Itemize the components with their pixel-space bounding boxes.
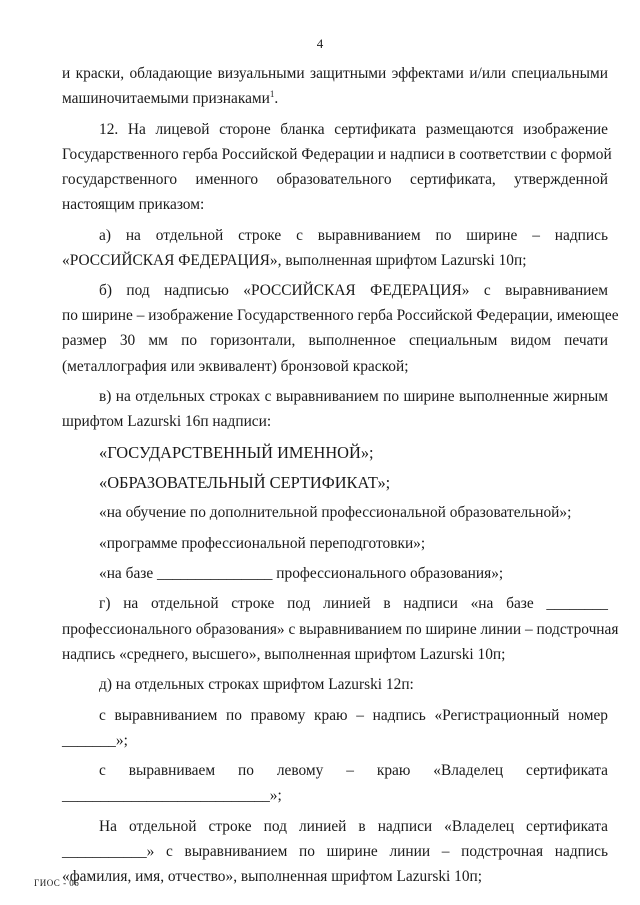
text-line-content: а) на отдельной строке с выравниванием по ширине – надпись: [99, 226, 608, 244]
text-line: [62, 303, 619, 328]
text-line: [62, 864, 608, 889]
text-line: [62, 783, 608, 808]
text-line: [62, 248, 608, 273]
text-line: [62, 617, 619, 642]
text-line: [62, 86, 608, 111]
text-line-content: настоящим приказом:: [62, 196, 205, 214]
text-line: [62, 561, 608, 586]
text-line: [62, 409, 608, 434]
text-line-content: шрифтом Lazurski 16п надписи:: [62, 413, 272, 431]
text-line-content: (металлография или эквивалент) бронзовой краской;: [62, 357, 409, 375]
text-line-content: «фамилия, имя, отчество», выполненная шрифтом Lazurski 10п;: [62, 868, 483, 886]
text-line-content: ___________________________»;: [62, 787, 282, 805]
text-line: [62, 703, 608, 728]
text-line: [62, 117, 608, 142]
text-line-content: «на обучение по дополнительной профессиональной образовательной»;: [99, 504, 572, 522]
text-line-content: д) на отдельных строках шрифтом Lazurski 12п:: [99, 676, 414, 694]
text-line-content: государственного именного образовательного сертификата, утвержденной: [62, 170, 608, 188]
text-line: [62, 500, 608, 525]
text-line: [62, 167, 608, 192]
text-line-content: в) на отдельных строках с выравниванием по ширине выполненные жирным: [99, 388, 608, 405]
text-line-content: и краски, обладающие визуальными защитными эффектами и/или специальными: [62, 65, 608, 82]
text-line: [62, 440, 608, 465]
text-line-content: с выравниванием по правому краю – надпись «Регистрационный номер: [99, 706, 608, 724]
text-line: [62, 192, 608, 217]
text-line-content: «РОССИЙСКАЯ ФЕДЕРАЦИЯ», выполненная шрифтом Lazurski 10п;: [62, 251, 527, 269]
text-line-content: «ГОСУДАРСТВЕННЫЙ ИМЕННОЙ»;: [99, 442, 374, 462]
text-line: [62, 278, 608, 303]
text-line-suffix: .: [274, 90, 279, 108]
text-line: [62, 728, 608, 753]
document-body: [62, 61, 619, 889]
text-line-content: ___________» с выравниванием по ширине линии – подстрочная надпись: [62, 842, 608, 860]
text-line: [62, 642, 608, 667]
text-line-content: размер 30 мм по горизонтали, выполненное специальным видом печати: [62, 332, 608, 350]
text-line: [62, 354, 608, 379]
text-line-content: «ОБРАЗОВАТЕЛЬНЫЙ СЕРТИФИКАТ»;: [99, 472, 391, 492]
text-line-content: «на базе _______________ профессионального образования»;: [99, 565, 504, 583]
text-line-content: профессионального образования» с выравниванием по ширине линии – подстрочная: [62, 620, 619, 638]
text-line: [62, 470, 608, 495]
text-line: [62, 672, 608, 697]
text-line-content: Государственного герба Российской Федерации и надписи в соответствии с формой: [62, 145, 612, 163]
text-line-content: с выравниваем по левому – краю «Владелец сертификата: [99, 762, 608, 780]
footer-form-code: ГИОС - 06: [34, 878, 80, 888]
text-line: [62, 591, 608, 616]
text-line: [62, 61, 608, 86]
footnote-marker: 1: [269, 89, 275, 100]
text-line-content: машиночитаемыми признаками: [62, 90, 270, 108]
text-line: [62, 531, 608, 556]
text-line-content: «программе профессиональной переподготовки»;: [99, 534, 426, 552]
text-line-content: по ширине – изображение Государственного герба Российской Федерации, имеющее: [62, 307, 619, 325]
text-line: [62, 223, 608, 248]
text-line: [62, 758, 608, 783]
text-line-content: надпись «среднего, высшего», выполненная шрифтом Lazurski 10п;: [62, 645, 506, 663]
page-number: 4: [316, 36, 324, 51]
text-line-content: б) под надписью «РОССИЙСКАЯ ФЕДЕРАЦИЯ» с выравниванием: [99, 282, 608, 300]
text-line-content: г) на отдельной строке под линией в надписи «на базе ________: [99, 595, 608, 613]
text-line: [62, 814, 608, 839]
text-line: [62, 384, 608, 409]
text-line: [62, 142, 612, 167]
text-line-content: _______»;: [62, 731, 128, 749]
text-line: [62, 328, 608, 353]
text-line-content: На отдельной строке под линией в надписи «Владелец сертификата: [99, 817, 608, 835]
text-line-content: 12. На лицевой стороне бланка сертификата размещаются изображение: [99, 120, 608, 138]
text-line: [62, 839, 608, 864]
